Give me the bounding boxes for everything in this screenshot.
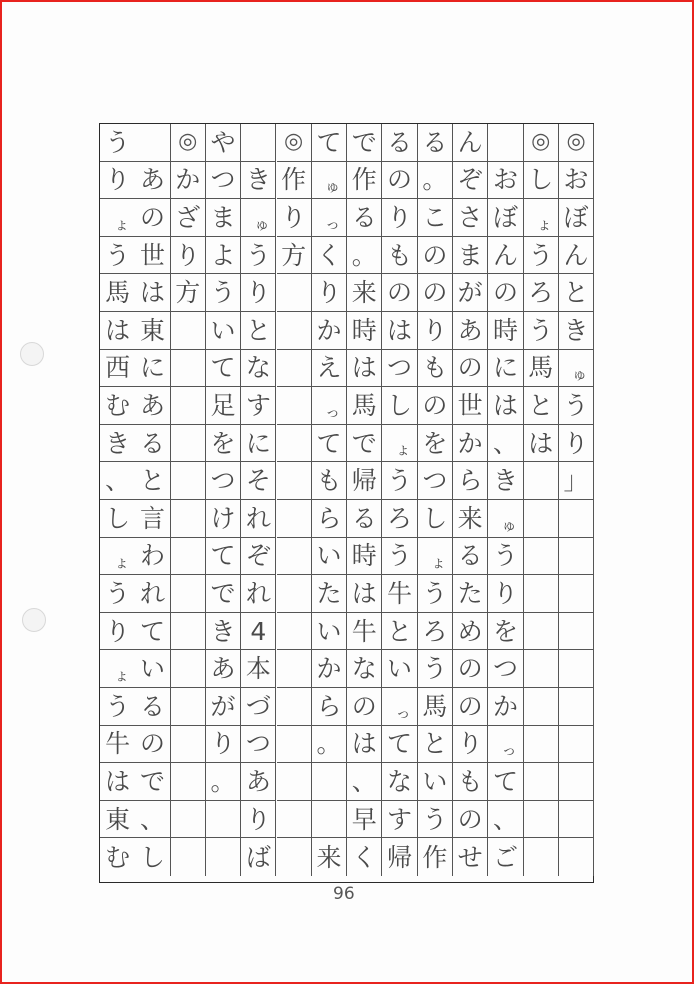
grid-cell: [524, 538, 559, 576]
grid-cell: に: [241, 425, 276, 463]
grid-cell: り: [171, 237, 206, 275]
grid-cell: い: [312, 613, 347, 651]
grid-cell: ょ: [382, 425, 417, 463]
grid-cell: は: [488, 387, 523, 425]
grid-cell: て: [488, 763, 523, 801]
punch-hole-bottom: [22, 608, 46, 632]
grid-cell: 馬: [524, 350, 559, 388]
grid-cell: せ: [453, 838, 488, 876]
grid-cell: む: [100, 387, 135, 425]
grid-cell: し: [100, 500, 135, 538]
grid-cell: [277, 538, 312, 576]
grid-cell: [559, 838, 594, 876]
grid-column: [312, 124, 347, 882]
grid-cell: の: [453, 650, 488, 688]
grid-cell: 時: [347, 312, 382, 350]
grid-cell: 馬: [100, 274, 135, 312]
grid-cell: う: [418, 801, 453, 839]
grid-cell: で: [206, 575, 241, 613]
grid-cell: あ: [135, 162, 170, 200]
grid-cell: も: [382, 237, 417, 275]
grid-cell: の: [453, 350, 488, 388]
grid-cell: [277, 650, 312, 688]
grid-cell: つ: [418, 462, 453, 500]
grid-cell: つ: [206, 462, 241, 500]
grid-cell: る: [347, 199, 382, 237]
grid-cell: 来: [347, 274, 382, 312]
grid-cell: め: [453, 613, 488, 651]
grid-cell: う: [100, 237, 135, 275]
grid-cell: ょ: [418, 538, 453, 576]
grid-cell: お: [559, 162, 594, 200]
grid-cell: う: [488, 538, 523, 576]
grid-cell: [277, 613, 312, 651]
grid-cell: う: [524, 237, 559, 275]
grid-cell: し: [382, 387, 417, 425]
grid-cell: り: [241, 274, 276, 312]
grid-cell: [524, 763, 559, 801]
grid-cell: [277, 763, 312, 801]
grid-cell: 4: [241, 613, 276, 651]
grid-cell: ん: [488, 237, 523, 275]
grid-cell: [312, 801, 347, 839]
grid-cell: か: [171, 162, 206, 200]
grid-cell: [277, 801, 312, 839]
grid-cell: り: [241, 801, 276, 839]
grid-cell: [524, 500, 559, 538]
grid-cell: か: [488, 688, 523, 726]
grid-cell: に: [135, 350, 170, 388]
grid-cell: [559, 538, 594, 576]
grid-cell: は: [100, 763, 135, 801]
grid-cell: て: [312, 124, 347, 162]
grid-cell: [171, 763, 206, 801]
grid-cell: [524, 462, 559, 500]
grid-cell: 牛: [347, 613, 382, 651]
grid-cell: の: [453, 801, 488, 839]
grid-cell: 、: [488, 425, 523, 463]
grid-column: [559, 124, 594, 882]
grid-cell: る: [418, 124, 453, 162]
grid-cell: さ: [453, 199, 488, 237]
grid-cell: ょ: [524, 199, 559, 237]
grid-cell: け: [206, 500, 241, 538]
grid-cell: よ: [206, 237, 241, 275]
grid-cell: の: [453, 688, 488, 726]
grid-cell: [524, 838, 559, 876]
grid-cell: な: [347, 650, 382, 688]
grid-cell: 方: [277, 237, 312, 275]
grid-cell: む: [105, 842, 131, 872]
manuscript-grid: [99, 123, 594, 883]
grid-cell: [206, 838, 241, 876]
grid-cell: ん: [559, 237, 594, 275]
grid-cell: き: [100, 425, 135, 463]
grid-cell: し: [418, 500, 453, 538]
grid-cell: う: [524, 312, 559, 350]
grid-cell: [559, 613, 594, 651]
grid-cell: ◎: [559, 124, 594, 162]
grid-cell: き: [559, 312, 594, 350]
grid-cell: [277, 500, 312, 538]
grid-cell: の: [382, 274, 417, 312]
grid-cell: 帰: [347, 462, 382, 500]
grid-cell: 、: [488, 801, 523, 839]
grid-cell: [277, 387, 312, 425]
grid-cell: ぞ: [241, 538, 276, 576]
grid-cell: て: [135, 613, 170, 651]
grid-cell: ら: [453, 462, 488, 500]
grid-cell: は: [347, 575, 382, 613]
grid-cell: の: [418, 274, 453, 312]
grid-cell: は: [100, 312, 135, 350]
grid-cell: の: [418, 387, 453, 425]
grid-cell: ざ: [171, 199, 206, 237]
grid-cell: 世: [453, 387, 488, 425]
grid-cell: 馬: [347, 387, 382, 425]
grid-cell: に: [488, 350, 523, 388]
grid-cell: う: [418, 575, 453, 613]
grid-cell: ◎: [171, 124, 206, 162]
grid-cell: ろ: [524, 274, 559, 312]
grid-cell: 馬: [418, 688, 453, 726]
grid-cell: [488, 124, 523, 162]
grid-cell: は: [347, 726, 382, 764]
grid-cell: は: [347, 350, 382, 388]
grid-cell: か: [453, 425, 488, 463]
grid-cell: [277, 312, 312, 350]
grid-cell: 時: [347, 538, 382, 576]
grid-cell: は: [135, 274, 170, 312]
grid-cell: 作: [277, 162, 312, 200]
grid-cell: [171, 500, 206, 538]
grid-cell: [241, 124, 276, 162]
grid-cell: [171, 688, 206, 726]
grid-cell: [277, 575, 312, 613]
grid-cell: ら: [312, 688, 347, 726]
grid-cell: る: [382, 124, 417, 162]
grid-cell: ろ: [418, 613, 453, 651]
grid-column: [418, 124, 453, 882]
grid-cell: ょ: [100, 538, 135, 576]
grid-cell: と: [135, 462, 170, 500]
grid-cell: と: [418, 726, 453, 764]
grid-column: [241, 124, 276, 882]
grid-cell: 足: [206, 387, 241, 425]
grid-cell: と: [241, 312, 276, 350]
grid-cell: [277, 688, 312, 726]
grid-cell: [171, 838, 206, 876]
grid-cell: で: [347, 124, 382, 162]
page-number: 96: [333, 884, 355, 904]
grid-cell: る: [347, 500, 382, 538]
grid-cell: ご: [488, 838, 523, 876]
grid-cell: [277, 462, 312, 500]
grid-cell: と: [524, 387, 559, 425]
grid-cell: ◎: [277, 124, 312, 162]
grid-cell: の: [135, 726, 170, 764]
grid-cell: う: [206, 274, 241, 312]
grid-cell: 時: [488, 312, 523, 350]
grid-cell: で: [347, 425, 382, 463]
grid-cell: [524, 575, 559, 613]
grid-cell: ょ: [100, 650, 135, 688]
grid-cell: 。: [418, 162, 453, 200]
grid-cell: ぼ: [559, 199, 594, 237]
grid-cell: し: [135, 838, 170, 876]
punch-hole-top: [20, 342, 44, 366]
grid-cell: い: [312, 538, 347, 576]
grid-cell: 作: [347, 162, 382, 200]
grid-cell: [277, 350, 312, 388]
grid-cell: が: [206, 688, 241, 726]
grid-cell: し: [524, 162, 559, 200]
grid-column: [277, 124, 312, 882]
grid-cell: っ: [382, 688, 417, 726]
grid-cell: [524, 650, 559, 688]
grid-cell: 世: [135, 237, 170, 275]
grid-cell: う: [382, 538, 417, 576]
grid-cell: 本: [241, 650, 276, 688]
grid-cell: で: [135, 763, 170, 801]
grid-cell: っ: [312, 387, 347, 425]
grid-cell: 東: [100, 801, 135, 839]
grid-column: [453, 124, 488, 882]
grid-cell: き: [206, 613, 241, 651]
grid-cell: い: [135, 650, 170, 688]
grid-cell: [171, 312, 206, 350]
grid-column: [100, 124, 135, 882]
grid-cell: 。: [206, 763, 241, 801]
grid-cell: ぞ: [453, 162, 488, 200]
grid-cell: [171, 801, 206, 839]
grid-cell: て: [206, 538, 241, 576]
grid-column: [347, 124, 382, 882]
grid-cell: は: [524, 425, 559, 463]
grid-cell: る: [135, 425, 170, 463]
grid-cell: の: [135, 199, 170, 237]
grid-cell: 。: [347, 237, 382, 275]
grid-cell: 」: [559, 462, 594, 500]
grid-cell: ま: [206, 199, 241, 237]
grid-cell: [171, 726, 206, 764]
grid-cell: り: [559, 425, 594, 463]
grid-cell: 方: [171, 274, 206, 312]
grid-cell: な: [382, 763, 417, 801]
grid-cell: り: [453, 726, 488, 764]
grid-cell: っ: [312, 199, 347, 237]
grid-cell: [277, 726, 312, 764]
grid-cell: あ: [241, 763, 276, 801]
grid-cell: [171, 387, 206, 425]
grid-cell: な: [241, 350, 276, 388]
grid-column: [135, 124, 170, 882]
grid-cell: ら: [312, 500, 347, 538]
grid-cell: れ: [241, 575, 276, 613]
grid-cell: こ: [418, 199, 453, 237]
grid-cell: て: [382, 726, 417, 764]
grid-cell: づ: [241, 688, 276, 726]
grid-cell: す: [241, 387, 276, 425]
grid-cell: は: [382, 312, 417, 350]
grid-cell: 、: [347, 763, 382, 801]
grid-column: [488, 124, 523, 882]
grid-cell: 。: [312, 726, 347, 764]
grid-cell: 来: [312, 838, 347, 876]
grid-cell: う: [100, 124, 135, 162]
grid-cell: 帰: [382, 838, 417, 876]
grid-cell: [524, 726, 559, 764]
grid-cell: い: [382, 650, 417, 688]
grid-cell: る: [453, 538, 488, 576]
grid-cell: と: [382, 613, 417, 651]
grid-cell: れ: [135, 575, 170, 613]
grid-cell: [559, 650, 594, 688]
grid-cell: う: [559, 387, 594, 425]
grid-cell: う: [100, 575, 135, 613]
grid-cell: [171, 575, 206, 613]
grid-cell: ば: [241, 838, 276, 876]
grid-cell: い: [418, 763, 453, 801]
grid-cell: ゅ: [559, 350, 594, 388]
grid-cell: 来: [453, 500, 488, 538]
grid-cell: り: [206, 726, 241, 764]
grid-cell: [559, 575, 594, 613]
grid-cell: を: [206, 425, 241, 463]
grid-cell: っ: [488, 726, 523, 764]
grid-cell: つ: [382, 350, 417, 388]
grid-cell: [312, 763, 347, 801]
grid-cell: り: [100, 162, 135, 200]
grid-cell: れ: [241, 500, 276, 538]
grid-cell: つ: [488, 650, 523, 688]
grid-cell: ◎: [524, 124, 559, 162]
grid-cell: り: [277, 199, 312, 237]
grid-cell: ょ: [100, 199, 135, 237]
grid-cell: [171, 425, 206, 463]
grid-cell: [524, 613, 559, 651]
grid-cell: も: [312, 462, 347, 500]
grid-cell: い: [206, 312, 241, 350]
grid-cell: す: [382, 801, 417, 839]
grid-cell: の: [382, 162, 417, 200]
grid-cell: [559, 726, 594, 764]
grid-column: [382, 124, 417, 882]
grid-cell: ん: [453, 124, 488, 162]
grid-cell: [277, 274, 312, 312]
grid-cell: き: [241, 162, 276, 200]
grid-cell: ろ: [382, 500, 417, 538]
grid-cell: [559, 688, 594, 726]
grid-cell: ゅ: [312, 162, 347, 200]
grid-cell: て: [206, 350, 241, 388]
grid-cell: 東: [135, 312, 170, 350]
grid-cell: 早: [347, 801, 382, 839]
grid-cell: も: [418, 350, 453, 388]
grid-cell: の: [488, 274, 523, 312]
grid-cell: あ: [135, 387, 170, 425]
grid-cell: り: [418, 312, 453, 350]
grid-cell: [277, 425, 312, 463]
grid-cell: [171, 462, 206, 500]
grid-cell: の: [347, 688, 382, 726]
grid-cell: [524, 688, 559, 726]
grid-cell: り: [100, 613, 135, 651]
grid-cell: あ: [206, 650, 241, 688]
grid-cell: う: [418, 650, 453, 688]
grid-cell: 牛: [100, 726, 135, 764]
grid-cell: り: [312, 274, 347, 312]
grid-cell: う: [241, 237, 276, 275]
grid-cell: [171, 613, 206, 651]
grid-cell: [171, 650, 206, 688]
grid-cell: つ: [241, 726, 276, 764]
grid-cell: え: [312, 350, 347, 388]
grid-cell: わ: [135, 538, 170, 576]
grid-cell: を: [418, 425, 453, 463]
grid-cell: [559, 763, 594, 801]
grid-cell: [171, 350, 206, 388]
grid-cell: [559, 500, 594, 538]
grid-column: [524, 124, 559, 882]
grid-cell: [206, 801, 241, 839]
grid-cell: き: [488, 462, 523, 500]
grid-column: [206, 124, 241, 882]
grid-cell: 、: [135, 801, 170, 839]
grid-cell: ぼ: [488, 199, 523, 237]
grid-cell: 作: [418, 838, 453, 876]
grid-cell: ゅ: [241, 199, 276, 237]
grid-cell: [524, 801, 559, 839]
grid-cell: と: [559, 274, 594, 312]
grid-cell: く: [312, 237, 347, 275]
grid-cell: [135, 124, 170, 162]
grid-cell: 西: [100, 350, 135, 388]
grid-cell: て: [312, 425, 347, 463]
grid-column: [171, 124, 206, 882]
grid-cell: そ: [241, 462, 276, 500]
grid-cell: た: [312, 575, 347, 613]
grid-cell: 言: [135, 500, 170, 538]
grid-cell: 牛: [382, 575, 417, 613]
grid-cell: か: [312, 650, 347, 688]
grid-cell: り: [488, 575, 523, 613]
grid-cell: が: [453, 274, 488, 312]
grid-cell: あ: [453, 312, 488, 350]
grid-cell: を: [488, 613, 523, 651]
grid-cell: [559, 801, 594, 839]
grid-cell: る: [135, 688, 170, 726]
grid-cell: か: [312, 312, 347, 350]
grid-cell: う: [382, 462, 417, 500]
grid-cell: つ: [206, 162, 241, 200]
grid-cell: や: [206, 124, 241, 162]
grid-cell: の: [418, 237, 453, 275]
grid-cell: [171, 538, 206, 576]
grid-cell: 、: [100, 462, 135, 500]
grid-cell: ま: [453, 237, 488, 275]
grid-cell: く: [347, 838, 382, 876]
grid-cell: り: [382, 199, 417, 237]
grid-cell: う: [100, 688, 135, 726]
grid-cell: [277, 838, 312, 876]
grid-cell: ゅ: [488, 500, 523, 538]
grid-cell: も: [453, 763, 488, 801]
grid-cell: た: [453, 575, 488, 613]
grid-cell: お: [488, 162, 523, 200]
